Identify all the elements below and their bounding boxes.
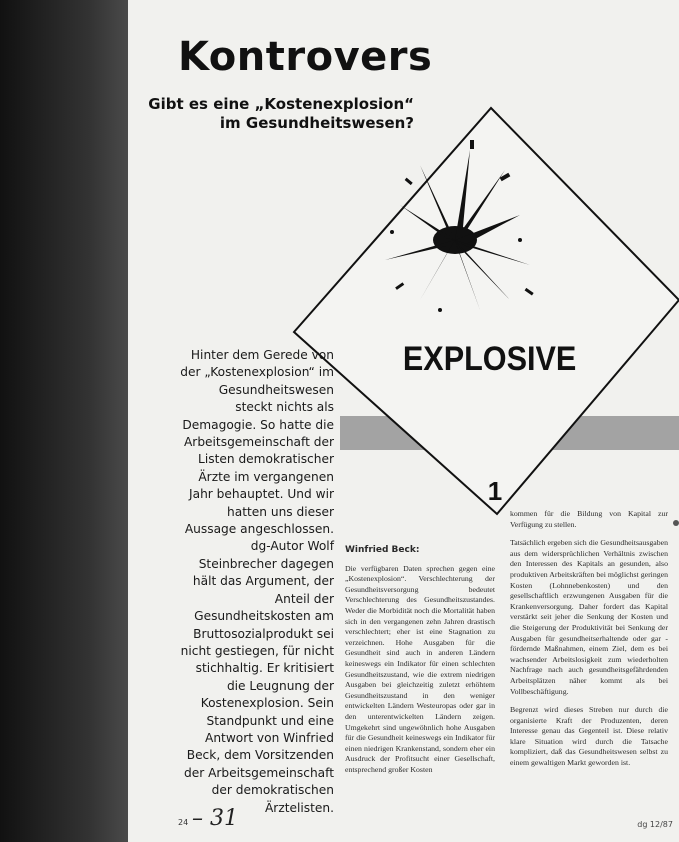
column3-paragraph-2: Begrenzt wird dieses Streben nur durch die organisierte Kraft der Produzenten, deren Interesse genau das Gegenteil ist. Diese relativ klare Situation wird durch die Tatsache kompliziert, daß das Gesundheitswesen selbst zu einem gewaltigen Markt geworden ist. <box>510 705 668 768</box>
column-right <box>510 509 668 777</box>
subtitle-line-1: Gibt es eine „Kostenexplosion“ <box>148 95 414 113</box>
handwritten-page-number: – 31 <box>192 806 238 831</box>
column-winfried-beck <box>345 545 495 783</box>
punch-hole <box>673 520 679 526</box>
article-title: Kontrovers <box>178 34 433 80</box>
sign-class-number: 1 <box>487 476 503 506</box>
issue-label: dg 12/87 <box>637 820 673 829</box>
column3-paragraph-1: Tatsächlich ergeben sich die Gesundheitsausgaben aus dem widersprüchlichen Verhältnis zwischen den Interessen des Kapitals an gesunden, also produktiven Arbeitskräften bei möglichst geringen Kosten (Lohnnebenkosten) und den gesellschaftlich erzwungenen Ausgaben für die Krankenversorgung. Daher fordert das Kapital verstärkt seit jeher die Senkung der Kosten und die Steigerung der Produktivität bei Senkung der Ausgaben für gesundheitserhaltende oder gar -fördernde Maßnahmen, einem Ziel, dem es bei wachsender Arbeitslosigkeit zum wiederholten Nachfrage nach auch gesundheitsgefährdenden Arbeitsplätzen näher kommt als bei Vollbeschäftigung. <box>510 538 668 696</box>
sign-label: EXPLOSIVE <box>402 339 577 378</box>
column3-paragraph-0: kommen für die Bildung von Kapital zur Verfügung zu stellen. <box>510 509 668 529</box>
lead-paragraph: Hinter dem Gerede von der „Kostenexplosion“ im Gesundheitswesen steckt nichts als Demagogie. So hatte die Arbeitsgemeinschaft der Listen demokratischer Ärzte im vergangenen Jahr behauptet. Und wir hatten uns dieser Aussage angeschlossen. dg-Autor Wolf Steinbrecher dagegen hält das Argument, der Anteil der Gesundheitskosten am Bruttosozialprodukt sei nicht gestiegen, für nicht stichhaltig. Er kritisiert die Leugnung der Kostenexplosion. Sein Standpunkt und eine Antwort von Winfried Beck, dem Vorsitzenden der Arbeitsgemeinschaft der demokratischen Ärztelisten. <box>180 348 334 815</box>
column2-paragraph-1: Die verfügbaren Daten sprechen gegen eine „Kostenexplosion“. Verschlechterung der Gesundheitsversorgung bedeutet Verschlechterung des Gesundheitszustandes. Weder die Morbidität noch die Mortalität haben sich in den vergangenen zehn Jahren drastisch verschlechtert; eher ist eine Stagnation zu verzeichnen. Hohe Ausgaben für die Gesundheit sind auch in anderen Ländern keineswegs ein Indikator für einen schlechten Gesundheitszustand, wie die extrem niedrigen Ausgaben bei gleichzeitig zuletzt erhöhtem Gesundheitszustand in den weniger entwickelten Ländern Westeuropas oder gar in den unterentwickelten Ländern zeigen. Umgekehrt sind ungewöhnlich hohe Ausgaben für die Gesundheit keineswegs ein Indikator für einen niedrigen Krankenstand, sondern eher ein Ausdruck der Profitsucht einer Gesellschaft, entsprechend großer Kosten <box>345 563 495 774</box>
author-name: Winfried Beck: <box>345 545 420 555</box>
sign-diamond <box>294 108 679 514</box>
subtitle-line-2: im Gesundheitswesen? <box>219 114 414 132</box>
page-number: 24 <box>178 818 189 827</box>
